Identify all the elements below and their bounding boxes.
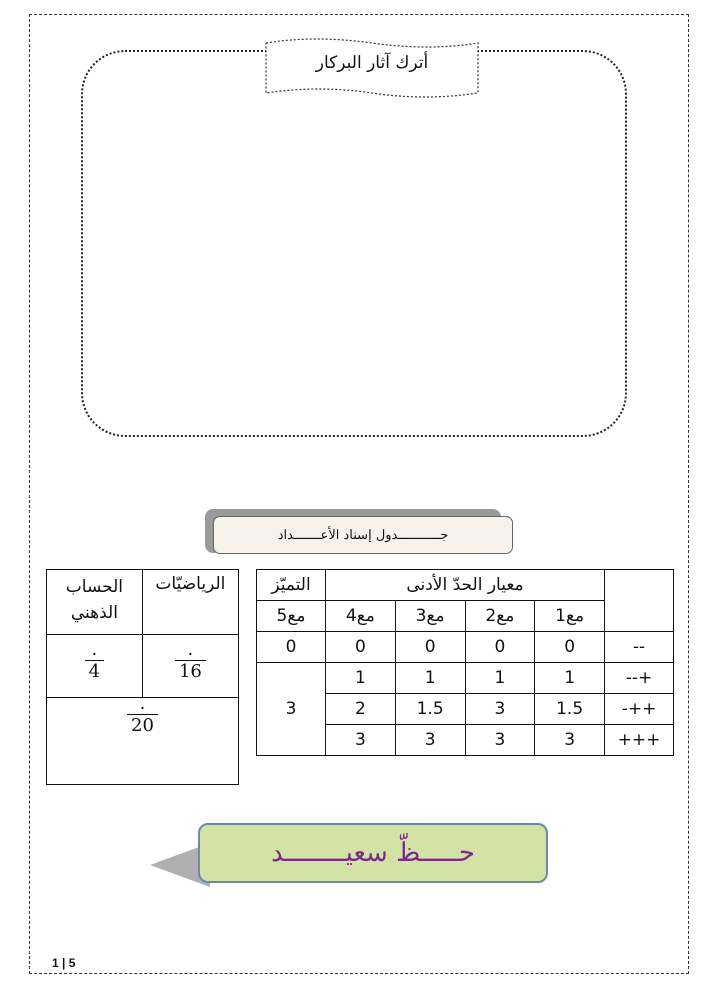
table-cell: 0 bbox=[326, 632, 396, 663]
excellence-cell: 0 bbox=[257, 632, 326, 663]
excellence-cell: 3 bbox=[257, 663, 326, 756]
table-cell: 3 bbox=[535, 725, 605, 756]
mental-score-cell bbox=[47, 635, 143, 698]
page-number: 1 | 5 bbox=[52, 956, 76, 970]
good-luck-box bbox=[198, 823, 548, 883]
table-cell: 1 bbox=[535, 663, 605, 694]
good-luck-banner bbox=[150, 823, 550, 887]
table-cell: 1.5 bbox=[395, 694, 465, 725]
table-cell: 3 bbox=[465, 725, 535, 756]
column-header: مع2 bbox=[465, 601, 535, 632]
drawing-title: أترك آثار البركار bbox=[315, 53, 429, 73]
corner-cell bbox=[605, 570, 674, 632]
table-cell: 1 bbox=[395, 663, 465, 694]
column-header: مع4 bbox=[326, 601, 396, 632]
row-label: +-- bbox=[605, 663, 674, 694]
total-denominator: 20 bbox=[127, 714, 158, 736]
table-cell: 0 bbox=[395, 632, 465, 663]
total-fraction bbox=[127, 698, 158, 736]
score-blank: · bbox=[91, 644, 98, 665]
table-cell: 1.5 bbox=[535, 694, 605, 725]
math-score-cell bbox=[142, 635, 238, 698]
table-cell: 1 bbox=[465, 663, 535, 694]
score-blank: · bbox=[187, 644, 194, 665]
table-cell: 0 bbox=[535, 632, 605, 663]
table-cell: 3 bbox=[395, 725, 465, 756]
table-cell: 2 bbox=[326, 694, 396, 725]
column-header: مع5 bbox=[257, 601, 326, 632]
table-cell: 0 bbox=[465, 632, 535, 663]
column-header: مع1 bbox=[535, 601, 605, 632]
table-cell: 3 bbox=[465, 694, 535, 725]
mental-header: الحساب الذهني bbox=[47, 570, 143, 635]
mental-denominator: 4 bbox=[85, 660, 104, 682]
excellence-header: التميّز bbox=[257, 570, 326, 601]
math-fraction bbox=[175, 644, 206, 682]
drawing-area bbox=[81, 50, 627, 437]
good-luck-text: حـــــظّ سعيــــــــد bbox=[271, 838, 475, 868]
score-table bbox=[46, 569, 239, 785]
score-blank: · bbox=[139, 698, 146, 719]
section-title bbox=[205, 509, 513, 559]
criteria-table bbox=[256, 569, 674, 756]
table-cell: 3 bbox=[326, 725, 396, 756]
row-label: ++- bbox=[605, 694, 674, 725]
table-cell: 1 bbox=[326, 663, 396, 694]
mental-fraction bbox=[85, 644, 104, 682]
total-score-cell bbox=[47, 698, 239, 785]
math-header: الرياضيّات bbox=[142, 570, 238, 635]
row-label: +++ bbox=[605, 725, 674, 756]
section-title-box bbox=[213, 516, 513, 554]
math-denominator: 16 bbox=[175, 660, 206, 682]
section-title-text: جـــــــــــدول إسناد الأعـــــــداد bbox=[277, 527, 449, 543]
title-banner bbox=[265, 37, 479, 99]
column-header: مع3 bbox=[395, 601, 465, 632]
row-label: -- bbox=[605, 632, 674, 663]
minimum-criteria-header: معيار الحدّ الأدنى bbox=[326, 570, 605, 601]
